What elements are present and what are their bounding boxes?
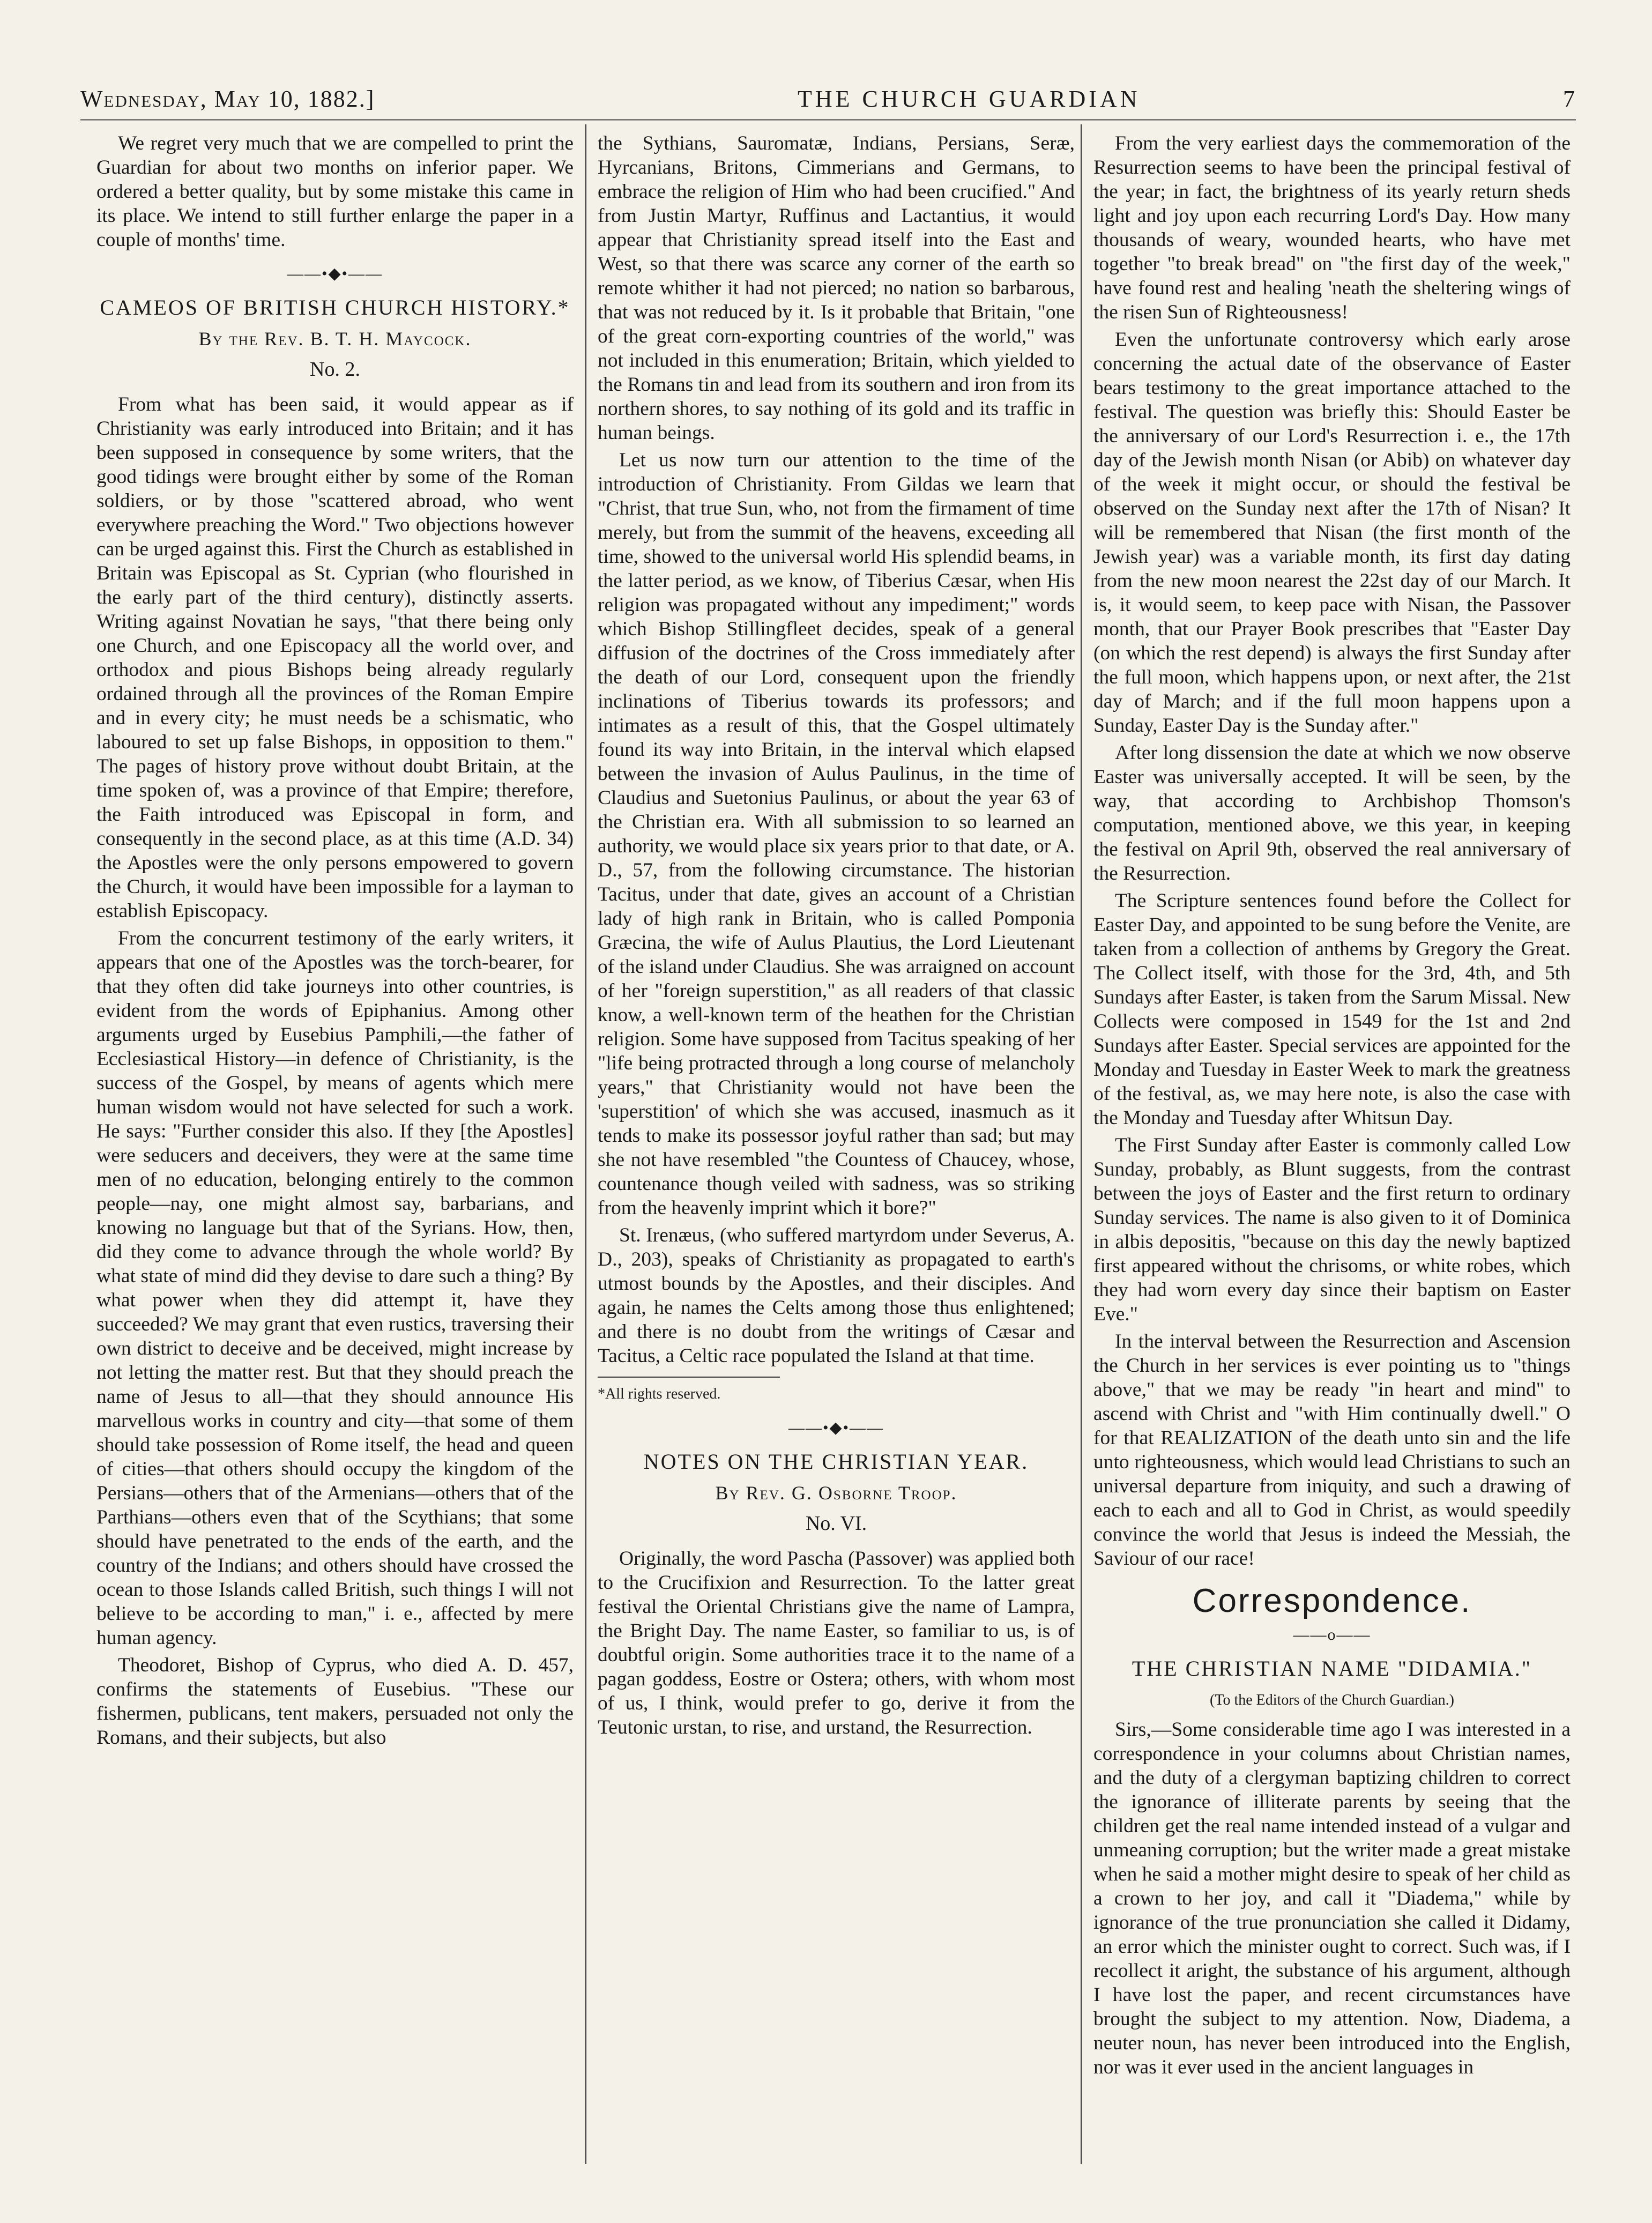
article-title: CAMEOS OF BRITISH CHURCH HISTORY.* <box>100 295 570 319</box>
masthead <box>80 80 1576 113</box>
ornament-divider: ——•◆•—— <box>788 1419 884 1437</box>
issue-date: Wednesday, May 10, 1882.] <box>80 86 375 112</box>
article-paragraph: In the interval between the Resurrection and Ascension the Church in her services is ever pointing us to "things above," that we may be ready "in heart and mind" to ascend with Christ and "with Him continually dwell." O for that REALIZATION of the death unto sin and the life unto righteousness, which would lead Christians to such an universal departure from iniquity, and such a drawing of each to each and all to God in Christ, as would speedily convince the world that Jesus is indeed the Messiah, the Saviour of our race! <box>1093 1330 1571 1570</box>
footnote: *All rights reserved. <box>598 1377 780 1406</box>
letter-paragraph: Sirs,—Some considerable time ago I was interested in a correspondence in your columns about Christian names, and the duty of a clergyman baptizing children to correct the ignorance of illiterate parents by seeing that the children get the real name intended instead of a vulgar and unmeaning corruption; but the writer made a great mistake when he said a mother might desire to speak of her child as a crown to her joy, and call it "Diadema," while by ignorance of the true pronunciation she called it Didamy, an error which the minister ought to correct. Such was, if I recollect it aright, the substance of his argument, although I have lost the paper, and recent circumstances have brought the subject to my attention. Now, Diadema, a neuter noun, has never been introduced into the English, nor was it ever used in the ancient languages in <box>1093 1719 1571 2078</box>
page-number: 7 <box>1563 86 1576 112</box>
article-paragraph: Theodoret, Bishop of Cyprus, who died A. D. 457, confirms the statements of Eusebius. "These our fishermen, publicans, tent makers, persuaded not only the Romans, and their subjects, but also <box>96 1654 574 1749</box>
article-paragraph: From the very earliest days the commemoration of the Resurrection seems to have been the principal festival of the year; in fact, the brightness of its yearly return sheds light and joy upon each recurring Lord's Day. How many thousands of weary, wounded hearts, who have met together "to break bread" on "the first day of the week," have found rest and healing 'neath the sheltering wings of the risen Sun of Righteousness! <box>1093 132 1571 323</box>
editorial-notice: We regret very much that we are compelled to print the Guardian for about two months on inferior paper. We ordered a better quality, but by some mistake this came in its place. We intend to still further enlarge the paper in a couple of months' time. <box>96 132 574 251</box>
ornament-divider: ——o—— <box>1293 1626 1371 1644</box>
article-paragraph: From what has been said, it would appear as if Christianity was early introduced into Britain; and it has been supposed in consequence by some writers, that the good tidings were brought either by some of the Roman soldiers, or by those "scattered abroad, who went everywhere preaching the Word." Two objections however can be urged against this. First the Church as established in Britain was Episcopal as St. Cyprian (who flourished in the early part of the third century), distinctly asserts. Writing against Novatian he says, "that there being only one Church, and one Episcopacy all the world over, and orthodox and pious Bishops being already regularly ordained through all the provinces of the Roman Empire and in every city; he must needs be a schismatic, who laboured to set up false Bishops, in opposition to them." The pages of history prove without doubt Britain, at the time spoken of, was a province of that Empire; therefore, the Faith introduced was Episcopal in form, and consequently in the second place, as at this time (A.D. 34) the Apostles were the only persons empowered to govern the Church, it would have been impossible for a layman to establish Episcopacy. <box>96 393 574 922</box>
article-paragraph: The Scripture sentences found before the Collect for Easter Day, and appointed to be sung before the Venite, are taken from a collection of anthems by Gregory the Great. The Collect itself, with those for the 3rd, 4th, and 5th Sundays after Easter, is taken from the Sarum Missal. New Collects were composed in 1549 for the 1st and 2nd Sundays after Easter. Special services are appointed for the Monday and Tuesday in Easter Week to mark the greatness of the festival, as, we may here note, is also the case with the Monday and Tuesday after Whitsun Day. <box>1093 890 1571 1129</box>
article-number: No. 2. <box>310 358 360 381</box>
article-paragraph: Originally, the word Pascha (Passover) was applied both to the Crucifixion and Resurrection. To the latter great festival the Oriental Christians give the name of Lampra, the Bright Day. The name Easter, so familiar to us, is of doubtful origin. Some authorities trace it to the name of a pagan goddess, Eostre or Ostera; others, with whom most of us, I think, would prefer to go, derive it from the Teutonic urstan, to rise, and urstand, the Resurrection. <box>598 1548 1075 1738</box>
article-paragraph: Let us now turn our attention to the time of the introduction of Christianity. From Gildas we learn that "Christ, that true Sun, who, not from the firmament of time merely, but from the summit of the heavens, exceeding all time, showed to the universal world His splendid beams, in the latter period, as we know, of Tiberius Cæsar, when His religion was propagated without any impediment;" words which Bishop Stillingfleet decides, speak of a general diffusion of the doctrines of the Cross immediately after the death of our Lord, consequent upon the friendly inclinations of Tiberius towards its professors; and intimates as a result of this, that the Gospel ultimately found its way into Britain, in the interval which elapsed between the invasion of Aulus Paulinus, in the time of Claudius and Suetonius Paulinus, or about the year 63 of the Christian era. With all submission to so learned an authority, we would place six years prior to that date, or A. D., 57, from the following circumstance. The historian Tacitus, under that date, gives an account of a Christian lady of high rank in Britain, who is called Pomponia Græcina, the wife of Aulus Plautius, the Lord Lieutenant of the island under Claudius. She was arraigned on account of her "foreign superstition," as all readers of that classic know, a well-known term of the heathen for the Christian religion. Some have supposed from Tacitus speaking of her "life being protracted through a long course of melancholy years," that Christianity would not have been the 'superstition' of which she was accused, inasmuch as it tends to make its possessor joyful rather than sad; but may she not have resembled "the Countess of Chaucey, whose, countenance though veiled with sadness, was so striking from the heavenly imprint which it bore?" <box>598 449 1075 1219</box>
letter-title: THE CHRISTIAN NAME "DIDAMIA." <box>1132 1656 1532 1681</box>
ornament-divider: ——•◆•—— <box>287 265 383 282</box>
column-1 <box>96 131 574 2164</box>
article-paragraph: Even the unfortunate controversy which early arose concerning the actual date of the observance of Easter bears testimony to the great importance attached to the festival. The question was briefly this: Should Easter be the anniversary of our Lord's Resurrection i. e., the 17th day of the Jewish month Nisan (or Abib) on whatever day of the week it might occur, or should the festival be observed on the Sunday next after the 17th of Nisan? It will be remembered that Nisan (the first month of the Jewish year) was a variable month, its first day dating from the new moon nearest the 22st day of our March. It is, it would seem, to keep pace with Nisan, the Passover month, that our Prayer Book prescribes that "Easter Day (on which the rest depend) is always the first Sunday after the full moon, which happens upon, or next after, the 21st day of March; and if the full moon happens upon a Sunday, Easter Day is the Sunday after." <box>1093 329 1571 737</box>
header-rule <box>80 119 1576 121</box>
letter-note: (To the Editors of the Church Guardian.) <box>1209 1692 1455 1708</box>
article-number: No. VI. <box>805 1512 867 1535</box>
newspaper-title: THE CHURCH GUARDIAN <box>797 86 1141 112</box>
article-byline: By Rev. G. Osborne Troop. <box>715 1482 957 1504</box>
article-paragraph: The First Sunday after Easter is commonly called Low Sunday, probably, as Blunt suggests, from the contrast between the joys of Easter and the first return to ordinary Sunday services. The name is also given to it of Dominica in albis depositis, "because on this day the newly baptized first appeared without the chrisoms, or white robes, which they had worn every day since their baptism on Easter Eve." <box>1093 1134 1571 1325</box>
article-paragraph: St. Irenæus, (who suffered martyrdom under Severus, A. D., 203), speaks of Christianity as propagated to earth's utmost bounds by the Apostles, and their disciples. And again, he names the Celts among those thus enlightened; and there is no doubt from the writings of Cæsar and Tacitus, a Celtic race populated the Island at that time. <box>598 1224 1075 1367</box>
article-paragraph: After long dissension the date at which we now observe Easter was universally accepted. It will be seen, by the way, that according to Archbishop Thomson's computation, mentioned above, we this year, in keeping the festival on April 9th, observed the real anniversary of the Resurrection. <box>1093 742 1571 884</box>
column-divider <box>585 124 586 2164</box>
article-title: NOTES ON THE CHRISTIAN YEAR. <box>643 1449 1029 1474</box>
column-3 <box>1093 131 1571 2164</box>
article-byline: By the Rev. B. T. H. Maycock. <box>198 328 472 350</box>
section-title: Correspondence. <box>1192 1582 1472 1619</box>
column-2 <box>598 131 1075 2164</box>
column-divider <box>1081 124 1082 2164</box>
article-paragraph: From the concurrent testimony of the early writers, it appears that one of the Apostles was the torch-bearer, for that they often did take journeys into other countries, is evident from the words of Epiphanius. Among other arguments urged by Eusebius Pamphili,—the father of Ecclesiastical History—in defence of Christianity, is the success of the Gospel, by means of agents which mere human wisdom would not have selected for such a work. He says: "Further consider this also. If they [the Apostles] were seducers and deceivers, they were at the same time men of no education, belonging entirely to the common people—nay, one might almost say, barbarians, and knowing no language but that of the Syrians. How, then, did they come to advance through the whole world? By what state of mind did they devise to dare such a thing? By what power when they did attempt it, have they succeeded? We may grant that even rustics, traversing their own district to deceive and be deceived, might increase by not letting the matter rest. But that they should preach the name of Jesus to all—that they should announce His marvellous works in country and city—that some of them should take possession of Rome itself, the head and queen of cities—that others should occupy the kingdom of the Persians—others that of the Armenians—others that of the Parthians—others even that of the Scythians; that some should have penetrated to the ends of the earth, and the country of the Indians; and others should have crossed the ocean to those Islands called British, such things I will not believe to be according to man," i. e., affected by mere human agency. <box>96 927 574 1649</box>
article-paragraph: the Sythians, Sauromatæ, Indians, Persians, Seræ, Hyrcanians, Britons, Cimmerians and Germans, to embrace the religion of Him who had been crucified." And from Justin Martyr, Ruffinus and Lactantius, it would appear that Christianity spread itself into the East and West, so that there was scarce any corner of the earth so remote whither it had not pierced; no nation so barbarous, that was not reduced by it. Is it probable that Britain, "one of the great corn-exporting countries of the world," was not included in this enumeration; Britain, which yielded to the Romans tin and lead from its southern and iron from its northern shores, to say nothing of its gold and its traffic in human beings. <box>598 132 1075 444</box>
